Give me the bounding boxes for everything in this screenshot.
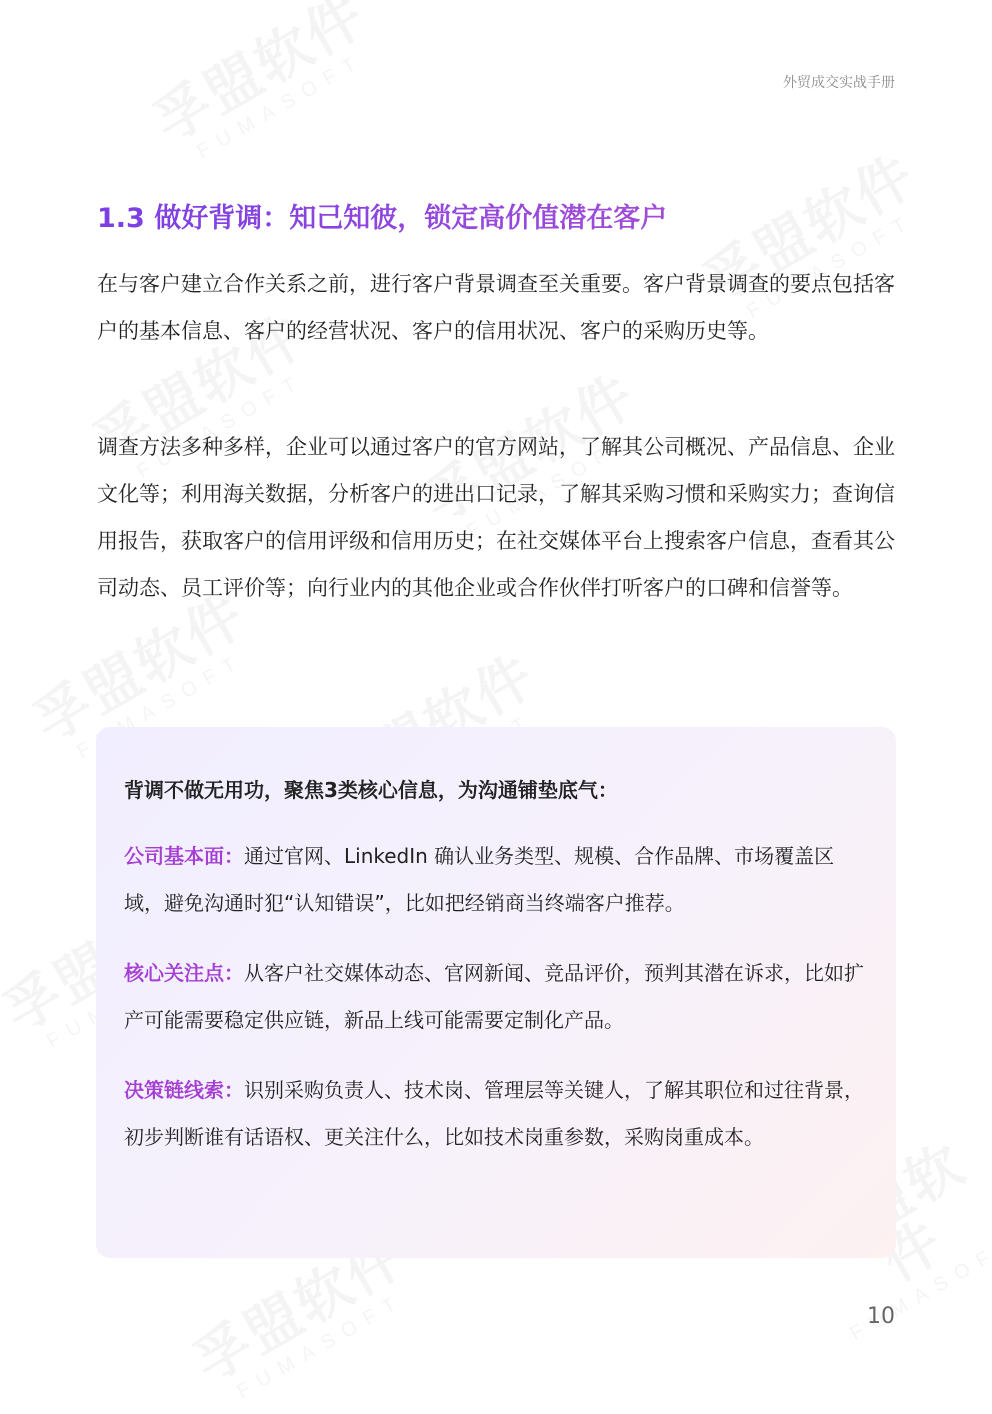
body-paragraph: 调查方法多种多样，企业可以通过客户的官方网站，了解其公司概况、产品信息、企业文化等；利用海关数据，分析客户的进出口记录，了解其采购习惯和采购实力；查询信用报告，获取客户的信用评级和信用历史；在社交媒体平台上搜索客户信息，查看其公司动态、员工评价等；向行业内的其他企业或合作伙伴打听客户的口碑和信誉等。 xyxy=(97,435,895,600)
callout-item-text: 通过官网、LinkedIn 确认业务类型、规模、合作品牌、市场覆盖区域，避免沟通时犯“认知错误”，比如把经销商当终端客户推荐。 xyxy=(124,844,835,915)
callout-item-label: 公司基本面： xyxy=(124,844,244,868)
callout-item-label: 决策链线索： xyxy=(124,1078,244,1102)
callout-box xyxy=(96,727,896,1258)
callout-item-text: 从客户社交媒体动态、官网新闻、竞品评价，预判其潜在诉求，比如扩产可能需要稳定供应链，新品上线可能需要定制化产品。 xyxy=(124,961,864,1032)
running-header: 外贸成交实战手册 xyxy=(783,75,895,91)
callout-item xyxy=(124,1067,868,1161)
callout-item-text: 识别采购负责人、技术岗、管理层等关键人，了解其职位和过往背景，初步判断谁有话语权、更关注什么，比如技术岗重参数，采购岗重成本。 xyxy=(124,1078,864,1149)
watermark xyxy=(146,0,387,173)
callout-heading: 背调不做无用功，聚焦3类核心信息，为沟通铺垫底气： xyxy=(124,778,618,802)
callout-item xyxy=(124,950,868,1044)
section-title: 1.3 做好背调：知己知彼，锁定高价值潜在客户 xyxy=(97,196,667,235)
callout-item-label: 核心关注点： xyxy=(124,961,244,985)
body-paragraph: 在与客户建立合作关系之前，进行客户背景调查至关重要。客户背景调查的要点包括客户的基本信息、客户的经营状况、客户的信用状况、客户的采购历史等。 xyxy=(97,272,895,343)
callout-item xyxy=(124,833,868,927)
page-number: 10 xyxy=(867,1304,895,1329)
